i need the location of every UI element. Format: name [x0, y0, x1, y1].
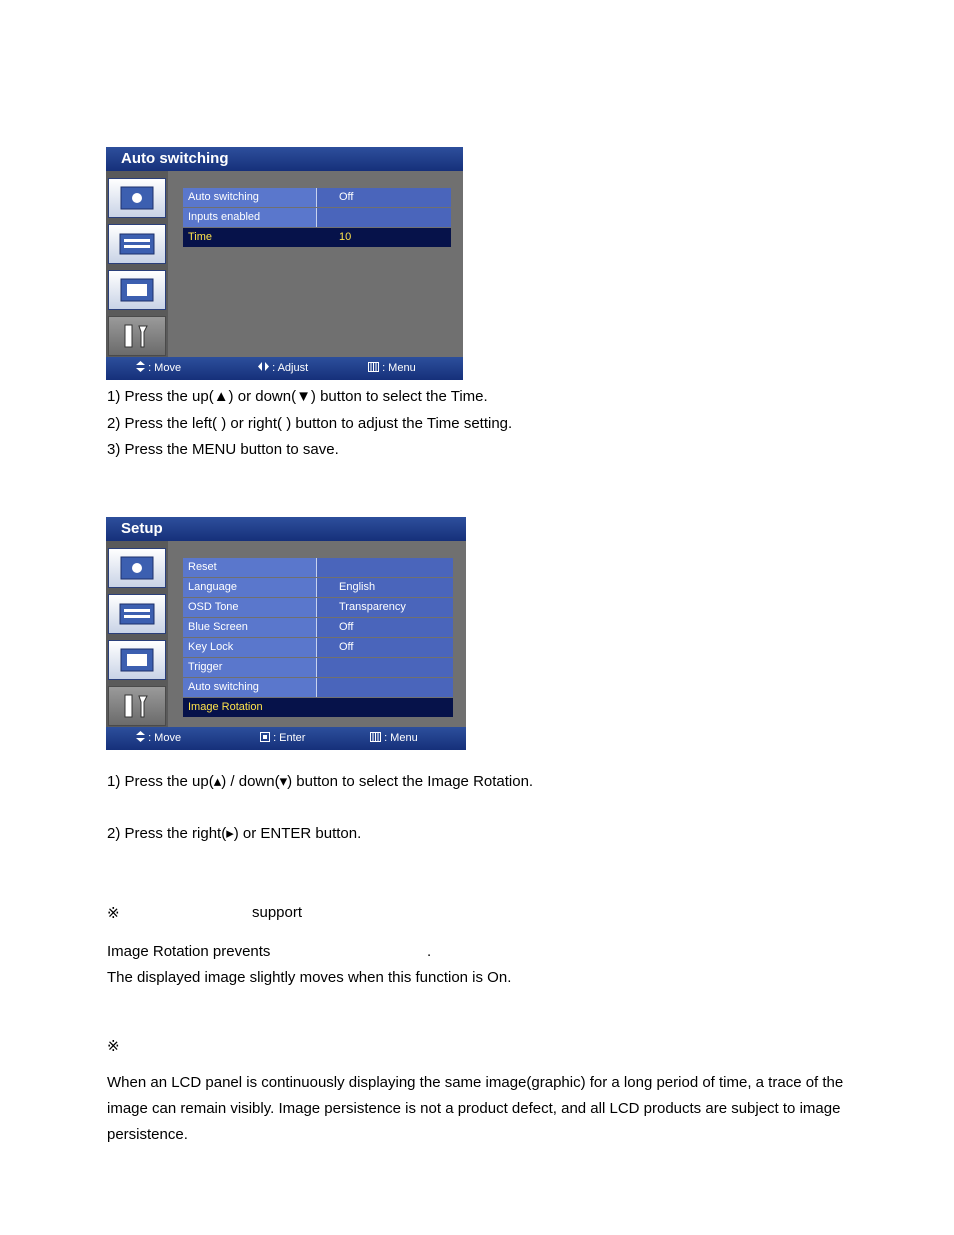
- step-1: 1) Press the up(▲) or down(▼) button to select the Time.: [107, 388, 488, 405]
- row-value: 10: [317, 228, 451, 247]
- menu-icon: [368, 362, 379, 372]
- row-language[interactable]: [183, 578, 453, 597]
- note-support-text: support: [252, 904, 303, 921]
- note-mark-2: ※: [107, 1038, 120, 1055]
- footer-menu: [370, 727, 418, 750]
- row-label: Auto switching: [183, 188, 317, 207]
- osd-title: Auto switching: [106, 147, 463, 171]
- osd-sidebar: [106, 541, 168, 727]
- row-label: Trigger: [183, 658, 317, 677]
- row-value: [317, 208, 451, 227]
- up-down-arrows-icon: [136, 361, 145, 372]
- osd-sidebar: [106, 171, 168, 357]
- footer-menu: [368, 357, 416, 380]
- step2-2: 2) Press the right(▸) or ENTER button.: [107, 825, 362, 842]
- up-down-arrows-icon: [136, 731, 145, 742]
- step2-1: 1) Press the up(▴) / down(▾) button to select the Image Rotation.: [107, 773, 534, 790]
- row-label: Image Rotation: [183, 698, 317, 717]
- row-label: Blue Screen: [183, 618, 317, 637]
- screen-menu-icon[interactable]: [108, 224, 166, 264]
- row-blue-screen[interactable]: [183, 618, 453, 637]
- row-osd-tone[interactable]: [183, 598, 453, 617]
- note-mark-1: ※: [107, 905, 120, 922]
- row-value: English: [317, 578, 453, 597]
- row-trigger[interactable]: [183, 658, 453, 677]
- left-right-arrows-icon: [258, 362, 269, 371]
- menu-icon: [370, 732, 381, 742]
- row-label: Auto switching: [183, 678, 317, 697]
- osd-title: Setup: [106, 517, 466, 541]
- picture-menu-icon[interactable]: [108, 178, 166, 218]
- pip-menu-icon[interactable]: [108, 640, 166, 680]
- row-label: Language: [183, 578, 317, 597]
- rotation-dot: .: [427, 943, 432, 960]
- row-auto-switching[interactable]: [183, 678, 453, 697]
- row-auto-switching[interactable]: [183, 188, 451, 207]
- row-value: Off: [317, 188, 451, 207]
- pip-menu-icon[interactable]: [108, 270, 166, 310]
- rotation-text-2: The displayed image slightly moves when this function is On.: [107, 969, 512, 986]
- step-2: 2) Press the left( ) or right( ) button to adjust the Time setting.: [107, 415, 513, 432]
- row-label: OSD Tone: [183, 598, 317, 617]
- setup-menu-icon[interactable]: [108, 316, 166, 356]
- row-inputs-enabled[interactable]: [183, 208, 451, 227]
- row-value: [317, 698, 453, 717]
- enter-icon: [260, 732, 270, 742]
- footer-move-label: : Move: [148, 362, 182, 374]
- row-time[interactable]: [183, 228, 451, 247]
- osd-footer: [106, 357, 463, 380]
- row-value: Transparency: [317, 598, 453, 617]
- osd-setup: [106, 517, 466, 750]
- step-3: 3) Press the MENU button to save.: [107, 441, 339, 458]
- osd-footer: [106, 727, 466, 750]
- persistence-paragraph: When an LCD panel is continuously displaying the same image(graphic) for a long period of time, a trace of the image can remain visibly. Image persistence is not a product defect, and all LCD products are subject to image persistence.: [107, 1074, 844, 1143]
- footer-enter-label: : Enter: [273, 732, 306, 744]
- row-value: Off: [317, 618, 453, 637]
- row-key-lock[interactable]: [183, 638, 453, 657]
- footer-move: [136, 357, 181, 380]
- setup-menu-icon[interactable]: [108, 686, 166, 726]
- osd-auto-switching: [106, 147, 463, 380]
- row-image-rotation[interactable]: [183, 698, 453, 717]
- row-value: [317, 658, 453, 677]
- footer-adjust-label: : Adjust: [272, 362, 309, 374]
- row-label: Key Lock: [183, 638, 317, 657]
- footer-move-label: : Move: [148, 732, 182, 744]
- footer-adjust: [258, 357, 308, 380]
- row-value: [317, 558, 453, 577]
- row-label: Time: [183, 228, 317, 247]
- footer-menu-label: : Menu: [382, 362, 416, 374]
- row-label: Inputs enabled: [183, 208, 317, 227]
- footer-enter: [260, 727, 305, 750]
- rotation-text: Image Rotation prevents: [107, 943, 271, 960]
- row-value: [317, 678, 453, 697]
- screen-menu-icon[interactable]: [108, 594, 166, 634]
- row-label: Reset: [183, 558, 317, 577]
- row-reset[interactable]: [183, 558, 453, 577]
- row-value: Off: [317, 638, 453, 657]
- footer-move: [136, 727, 181, 750]
- footer-menu-label: : Menu: [384, 732, 418, 744]
- picture-menu-icon[interactable]: [108, 548, 166, 588]
